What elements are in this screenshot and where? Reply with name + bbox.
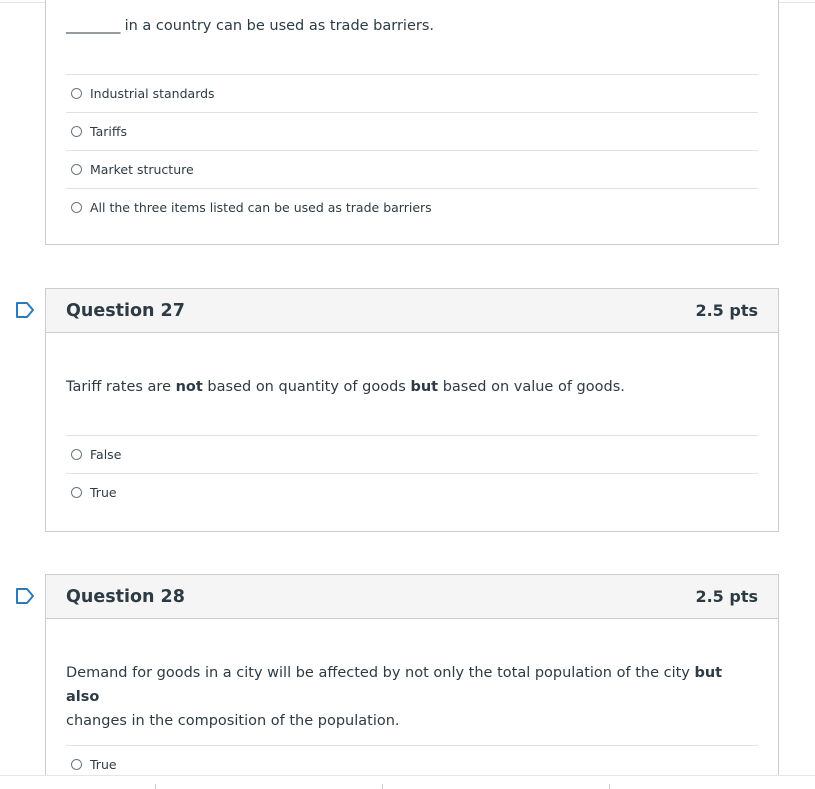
toolbar-divider xyxy=(155,784,156,789)
question-title: Question 27 xyxy=(66,300,185,321)
answer-label: True xyxy=(90,757,117,772)
radio-empty-icon[interactable] xyxy=(71,164,82,175)
question-26-answers xyxy=(66,74,758,226)
text-emphasis: not xyxy=(175,379,203,395)
text-part: based on value of goods. xyxy=(438,379,625,395)
answer-label: True xyxy=(90,485,117,500)
answer-label: Market structure xyxy=(90,162,194,177)
question-27-answers xyxy=(66,435,758,511)
question-28-header xyxy=(46,575,778,619)
text-emphasis: but also xyxy=(66,665,723,705)
question-28-card xyxy=(45,574,779,788)
toolbar-divider xyxy=(382,784,383,789)
question-27-card xyxy=(45,288,779,532)
text-part: based on quantity of goods xyxy=(202,379,411,395)
answer-option[interactable] xyxy=(66,150,758,188)
flag-outline-icon[interactable] xyxy=(15,302,35,318)
radio-empty-icon[interactable] xyxy=(71,449,82,460)
question-28-text xyxy=(66,661,758,733)
radio-empty-icon[interactable] xyxy=(71,126,82,137)
question-26-text xyxy=(66,14,758,38)
text-part: changes in the composition of the population. xyxy=(66,713,400,729)
flag-outline-icon[interactable] xyxy=(15,588,35,604)
answer-option[interactable] xyxy=(66,435,758,473)
question-27-text xyxy=(66,375,758,399)
bottom-toolbar-edge xyxy=(0,775,815,789)
answer-option[interactable] xyxy=(66,112,758,150)
radio-empty-icon[interactable] xyxy=(71,759,82,770)
radio-empty-icon[interactable] xyxy=(71,487,82,498)
question-26-prompt: in a country can be used as trade barriers. xyxy=(120,18,435,34)
toolbar-divider xyxy=(609,784,610,789)
question-26-blank: ________ xyxy=(66,18,120,34)
answer-label: False xyxy=(90,447,122,462)
answer-label: Tariffs xyxy=(90,124,127,139)
question-26-card xyxy=(45,0,779,245)
text-part: Tariff rates are xyxy=(66,379,176,395)
radio-empty-icon[interactable] xyxy=(71,88,82,99)
question-points: 2.5 pts xyxy=(695,301,758,320)
question-title: Question 28 xyxy=(66,586,185,607)
answer-label: All the three items listed can be used as trade barriers xyxy=(90,200,432,215)
text-part: Demand for goods in a city will be affected by not only the total population of the city xyxy=(66,665,695,681)
answer-option[interactable] xyxy=(66,473,758,511)
question-27-header xyxy=(46,289,778,333)
answer-option[interactable] xyxy=(66,188,758,226)
text-emphasis: but xyxy=(410,379,439,395)
answer-label: Industrial standards xyxy=(90,86,215,101)
answer-option[interactable] xyxy=(66,74,758,112)
radio-empty-icon[interactable] xyxy=(71,202,82,213)
question-points: 2.5 pts xyxy=(695,587,758,606)
